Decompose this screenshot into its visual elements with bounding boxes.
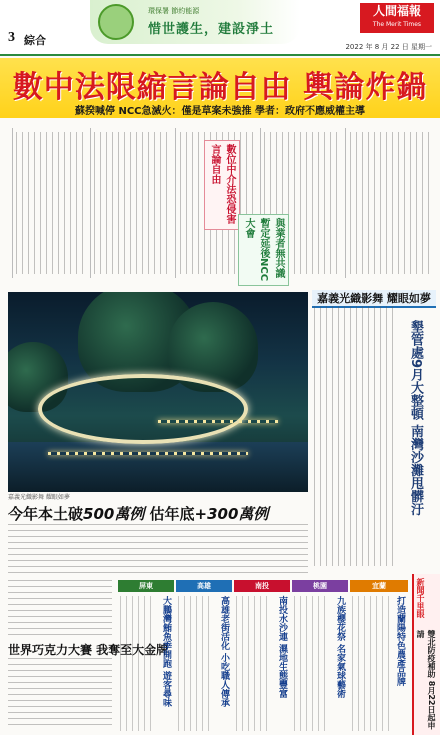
region-label-3: 南投 <box>234 580 290 592</box>
logo-chinese: 人間福報 <box>372 4 421 18</box>
main-headline: 數中法限縮言論自由 輿論炸鍋 <box>12 70 428 105</box>
masthead <box>0 0 440 56</box>
region-label-4: 桃園 <box>292 580 348 592</box>
eco-banner-small-text: 環保署 節約能源 <box>148 7 200 15</box>
region-title-4: 九族櫻花祭 名家氣球藝術 <box>335 596 345 699</box>
side-vertical-headline: 墾管處9月大整頓 南灣沙灘甩髒汙 <box>408 320 423 516</box>
text-block <box>8 580 112 638</box>
mascot-icon <box>98 4 134 40</box>
text-block <box>350 132 434 274</box>
column-divider <box>175 128 176 278</box>
pull-quote-green: 與業者無共識 暫定延後NCC大會 <box>238 214 289 286</box>
text-block <box>178 596 214 731</box>
covid-headline-number-1: 500萬例 <box>83 505 145 523</box>
water-surface <box>8 442 308 492</box>
column-divider <box>345 128 346 278</box>
text-block <box>236 596 272 731</box>
news-brief-label: 新聞千里眼 <box>416 578 425 618</box>
region-title-5: 打造蘭陽特色農產品牌 <box>395 596 405 686</box>
text-block <box>8 658 112 730</box>
pull-quote-red: 數位中介法恐侵害言論自由 <box>204 140 240 230</box>
light-walkway <box>38 374 248 444</box>
logo-english: The Merit Times <box>372 21 422 28</box>
covid-headline-mid: 估年底+ <box>144 505 208 523</box>
region-title-1: 大鵬灣鮪魚季開跑 遊客尋味 <box>161 596 171 708</box>
region-title-3: 南投水沙連 濕地生態豐富 <box>277 596 287 699</box>
covid-headline-prefix: 今年本土破 <box>8 505 84 523</box>
section-label: 綜合 <box>24 34 46 47</box>
covid-headline-number-2: 300萬例 <box>207 505 269 523</box>
eco-banner-slogan: 惜世護生，建設淨土 <box>148 22 275 37</box>
region-label-1: 屏東 <box>118 580 174 592</box>
region-label-5: 宜蘭 <box>350 580 408 592</box>
light-string <box>158 420 278 423</box>
text-block <box>352 596 390 731</box>
issue-date: 2022 年 8 月 22 日 星期一 <box>345 43 432 51</box>
newspaper-logo <box>360 3 434 33</box>
text-block <box>16 132 86 274</box>
column-divider <box>90 128 91 278</box>
text-block <box>314 306 396 566</box>
main-subheadline: 蘇揆喊停 NCC急滅火：僅是草案未強推 學者：政府不應威權主導 <box>74 106 365 117</box>
news-photo <box>8 292 308 492</box>
text-block <box>294 596 330 731</box>
light-reflection <box>48 452 248 455</box>
chocolate-headline: 世界巧克力大賽 我奪至大金牌 <box>8 643 169 657</box>
news-brief-text: 雙北防疫補助 8月22日起申請 <box>416 630 436 730</box>
side-story-title: 嘉義光織影舞 耀眼如夢 <box>312 290 436 308</box>
page-number: 3 <box>8 30 15 45</box>
photo-caption: 嘉義光織影舞 耀眼如夢 <box>8 494 70 501</box>
text-block <box>94 132 172 274</box>
region-label-2: 高雄 <box>176 580 232 592</box>
region-title-2: 高雄老街活化 小吃職人傳承 <box>219 596 229 708</box>
text-block <box>120 596 156 731</box>
column-divider <box>12 128 13 278</box>
text-block <box>8 524 308 576</box>
covid-headline <box>8 503 308 524</box>
